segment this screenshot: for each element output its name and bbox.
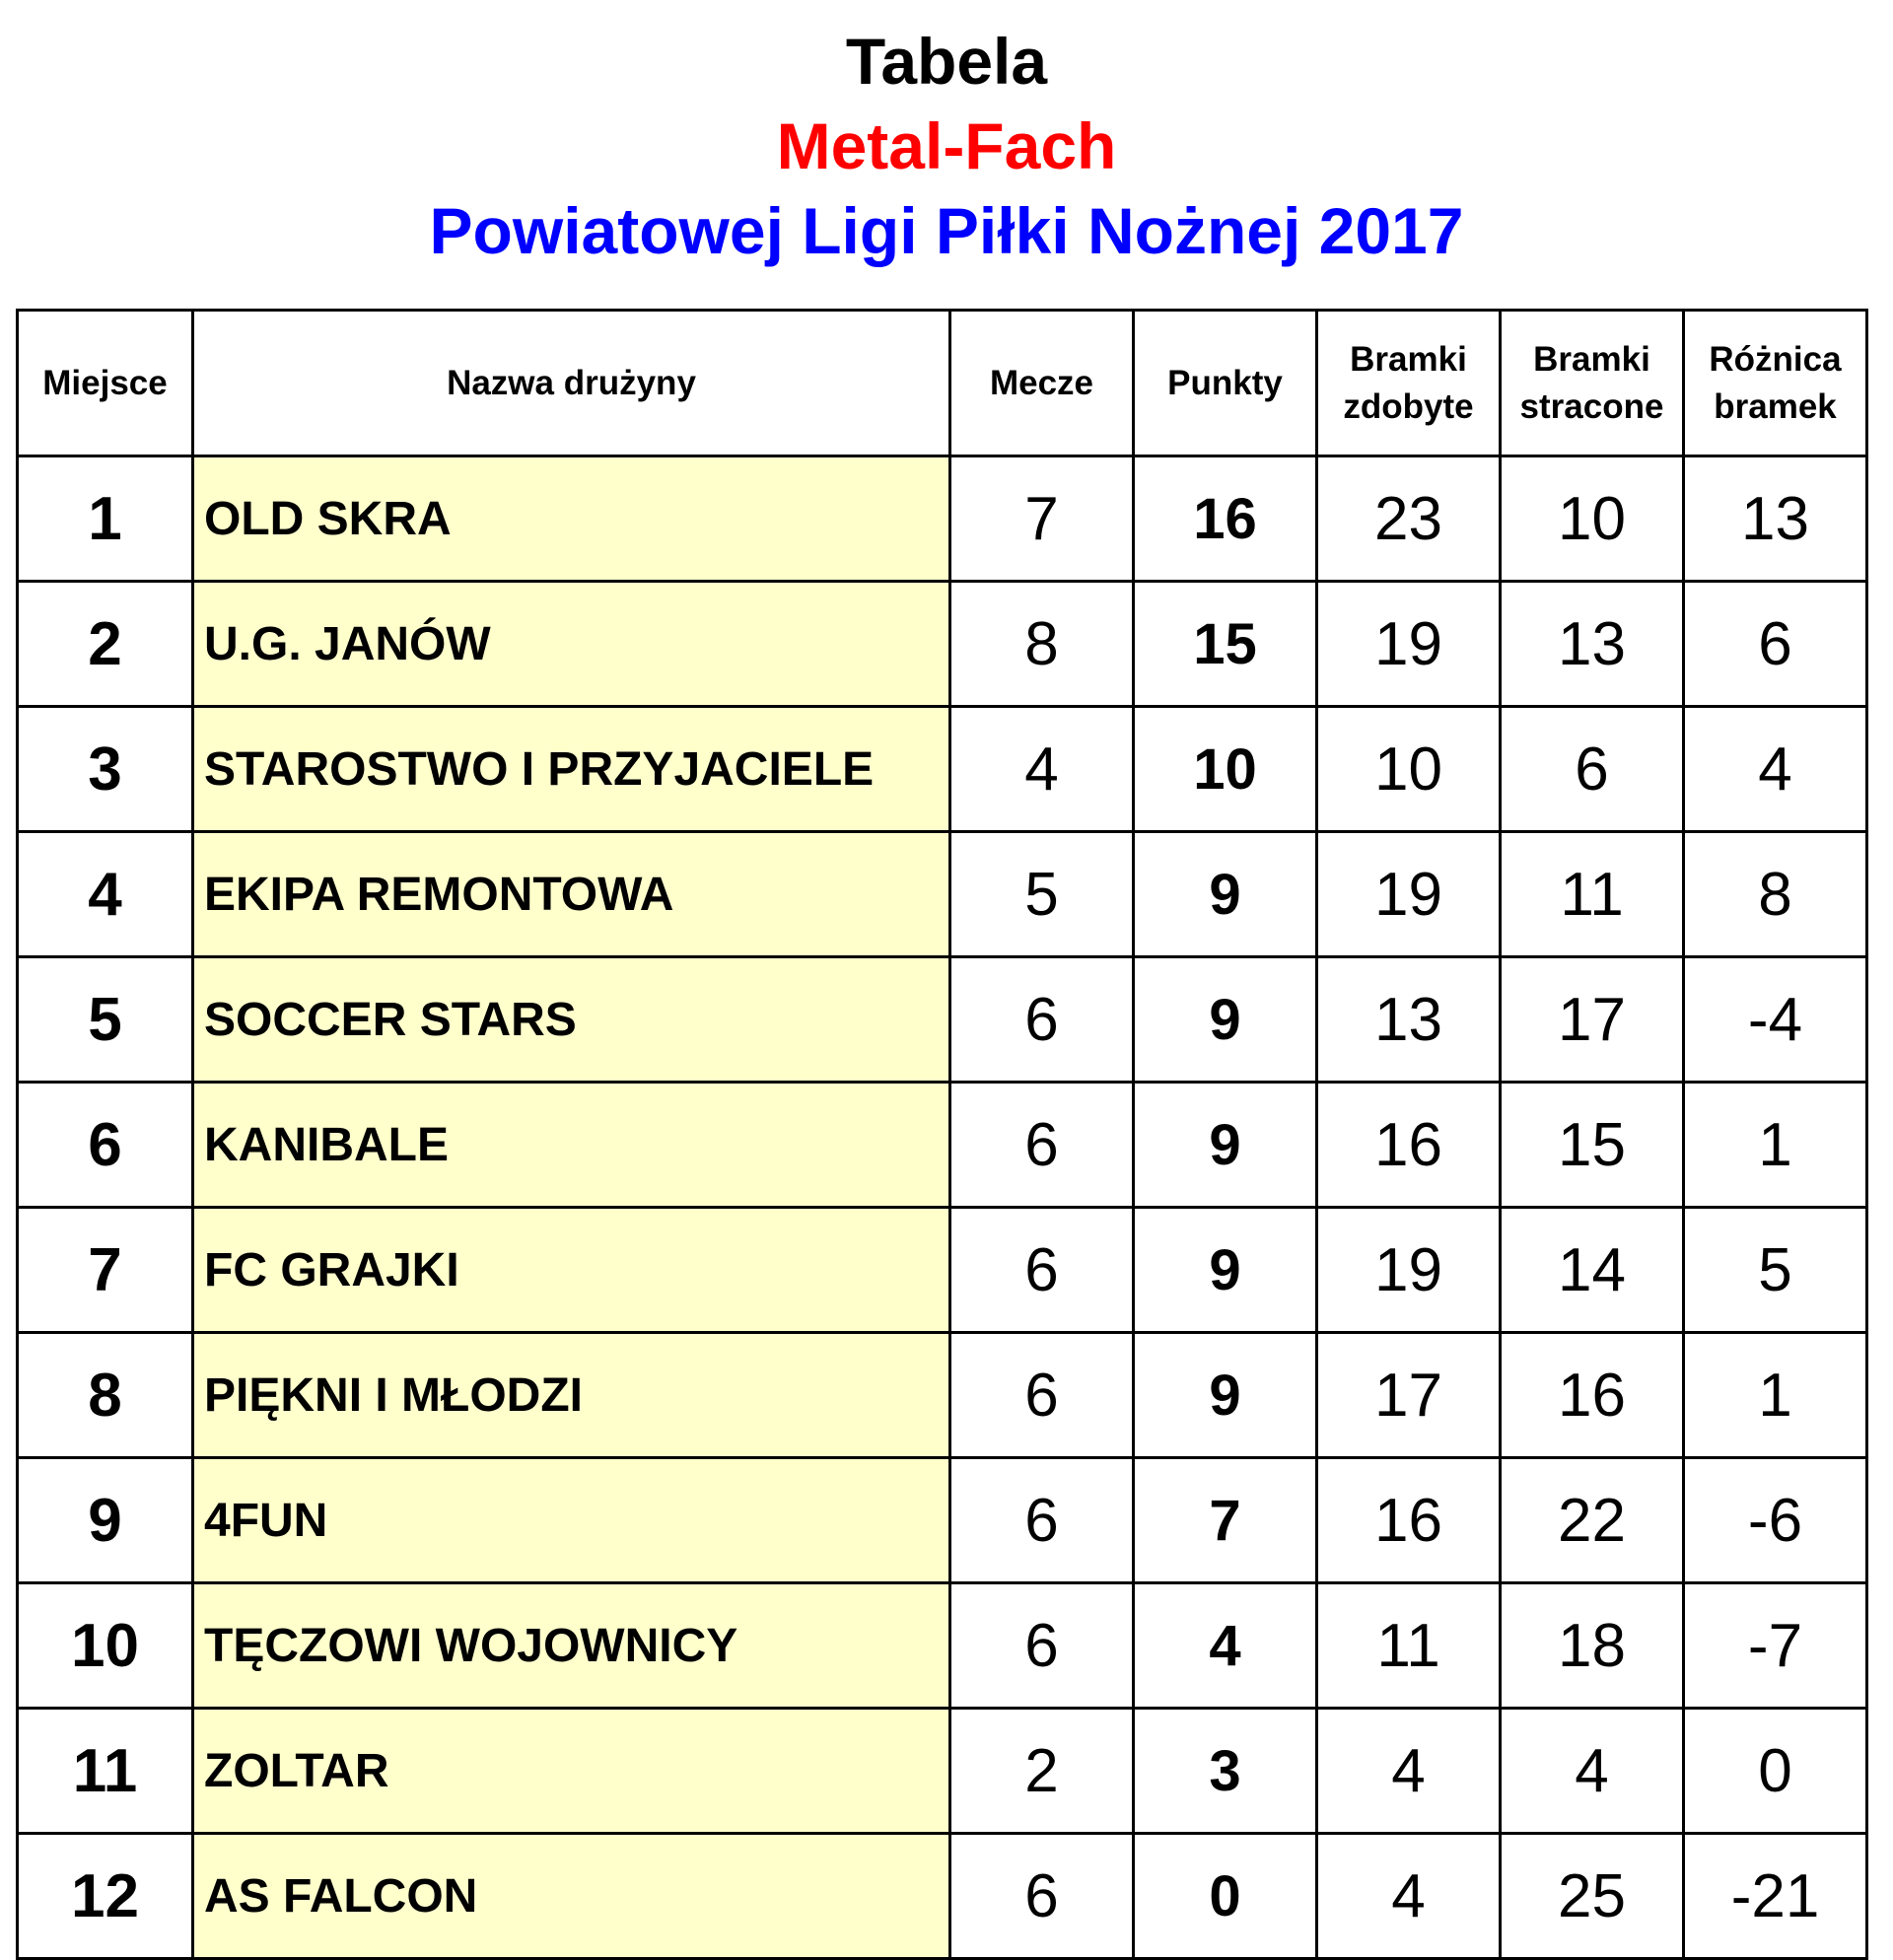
team-name-cell: FC GRAJKI <box>193 1208 950 1333</box>
goal-difference-cell: -6 <box>1684 1458 1867 1583</box>
table-row <box>18 832 1867 957</box>
column-header-matches: Mecze <box>950 311 1134 456</box>
matches-cell: 6 <box>950 1583 1134 1709</box>
place-cell: 6 <box>18 1083 193 1208</box>
goals-scored-cell: 23 <box>1317 456 1501 582</box>
goals-conceded-cell: 22 <box>1501 1458 1684 1583</box>
column-header-goal-difference: Różnica bramek <box>1684 311 1867 456</box>
header-row <box>18 311 1867 456</box>
goal-difference-cell: -7 <box>1684 1583 1867 1709</box>
points-cell: 0 <box>1134 1834 1317 1959</box>
points-cell: 16 <box>1134 456 1317 582</box>
matches-cell: 6 <box>950 1208 1134 1333</box>
goal-difference-cell: 0 <box>1684 1709 1867 1834</box>
place-cell: 9 <box>18 1458 193 1583</box>
goals-scored-cell: 17 <box>1317 1333 1501 1458</box>
table-row <box>18 1083 1867 1208</box>
table-row <box>18 1333 1867 1458</box>
page-title: Tabela <box>845 25 1048 98</box>
goal-difference-cell: 1 <box>1684 1333 1867 1458</box>
goals-conceded-cell: 14 <box>1501 1208 1684 1333</box>
goal-difference-cell: -21 <box>1684 1834 1867 1959</box>
place-cell: 10 <box>18 1583 193 1709</box>
matches-cell: 4 <box>950 707 1134 832</box>
place-cell: 3 <box>18 707 193 832</box>
place-cell: 11 <box>18 1709 193 1834</box>
goal-difference-cell: -4 <box>1684 957 1867 1083</box>
place-cell: 2 <box>18 582 193 707</box>
goals-conceded-cell: 10 <box>1501 456 1684 582</box>
matches-cell: 8 <box>950 582 1134 707</box>
goal-difference-cell: 4 <box>1684 707 1867 832</box>
points-cell: 9 <box>1134 1083 1317 1208</box>
standings-table <box>16 309 1868 1960</box>
place-cell: 5 <box>18 957 193 1083</box>
goals-scored-cell: 13 <box>1317 957 1501 1083</box>
team-name-cell: PIĘKNI I MŁODZI <box>193 1333 950 1458</box>
goals-conceded-cell: 6 <box>1501 707 1684 832</box>
table-row <box>18 1834 1867 1959</box>
goals-conceded-cell: 4 <box>1501 1709 1684 1834</box>
points-cell: 15 <box>1134 582 1317 707</box>
points-cell: 9 <box>1134 1333 1317 1458</box>
table-row <box>18 582 1867 707</box>
column-header-team: Nazwa drużyny <box>193 311 950 456</box>
table-row <box>18 1709 1867 1834</box>
column-header-goals-scored: Bramki zdobyte <box>1317 311 1501 456</box>
matches-cell: 7 <box>950 456 1134 582</box>
team-name-cell: TĘCZOWI WOJOWNICY <box>193 1583 950 1709</box>
table-row <box>18 456 1867 582</box>
points-cell: 10 <box>1134 707 1317 832</box>
goal-difference-cell: 5 <box>1684 1208 1867 1333</box>
goals-conceded-cell: 25 <box>1501 1834 1684 1959</box>
points-cell: 4 <box>1134 1583 1317 1709</box>
goals-scored-cell: 4 <box>1317 1709 1501 1834</box>
goal-difference-cell: 8 <box>1684 832 1867 957</box>
goals-conceded-cell: 13 <box>1501 582 1684 707</box>
column-header-points: Punkty <box>1134 311 1317 456</box>
team-name-cell: ZOLTAR <box>193 1709 950 1834</box>
points-cell: 9 <box>1134 832 1317 957</box>
matches-cell: 5 <box>950 832 1134 957</box>
points-cell: 3 <box>1134 1709 1317 1834</box>
goal-difference-cell: 13 <box>1684 456 1867 582</box>
team-name-cell: U.G. JANÓW <box>193 582 950 707</box>
goals-scored-cell: 11 <box>1317 1583 1501 1709</box>
place-cell: 7 <box>18 1208 193 1333</box>
table-row <box>18 1458 1867 1583</box>
place-cell: 8 <box>18 1333 193 1458</box>
goals-conceded-cell: 15 <box>1501 1083 1684 1208</box>
goals-conceded-cell: 16 <box>1501 1333 1684 1458</box>
points-cell: 9 <box>1134 1208 1317 1333</box>
sponsor-title: Metal-Fach <box>776 109 1117 182</box>
goals-scored-cell: 19 <box>1317 832 1501 957</box>
goals-conceded-cell: 18 <box>1501 1583 1684 1709</box>
table-row <box>18 957 1867 1083</box>
team-name-cell: STAROSTWO I PRZYJACIELE <box>193 707 950 832</box>
goal-difference-cell: 6 <box>1684 582 1867 707</box>
table-row <box>18 1208 1867 1333</box>
matches-cell: 6 <box>950 1458 1134 1583</box>
matches-cell: 6 <box>950 1834 1134 1959</box>
place-cell: 1 <box>18 456 193 582</box>
matches-cell: 6 <box>950 1333 1134 1458</box>
place-cell: 4 <box>18 832 193 957</box>
team-name-cell: SOCCER STARS <box>193 957 950 1083</box>
goals-scored-cell: 4 <box>1317 1834 1501 1959</box>
team-name-cell: KANIBALE <box>193 1083 950 1208</box>
goals-conceded-cell: 17 <box>1501 957 1684 1083</box>
place-cell: 12 <box>18 1834 193 1959</box>
goals-conceded-cell: 11 <box>1501 832 1684 957</box>
column-header-place: Miejsce <box>18 311 193 456</box>
standings-body <box>18 456 1867 1959</box>
table-row <box>18 1583 1867 1709</box>
team-name-cell: OLD SKRA <box>193 456 950 582</box>
goals-scored-cell: 19 <box>1317 1208 1501 1333</box>
points-cell: 7 <box>1134 1458 1317 1583</box>
team-name-cell: 4FUN <box>193 1458 950 1583</box>
points-cell: 9 <box>1134 957 1317 1083</box>
matches-cell: 6 <box>950 957 1134 1083</box>
goals-scored-cell: 16 <box>1317 1458 1501 1583</box>
team-name-cell: EKIPA REMONTOWA <box>193 832 950 957</box>
league-title: Powiatowej Ligi Piłki Nożnej 2017 <box>429 194 1464 267</box>
goals-scored-cell: 16 <box>1317 1083 1501 1208</box>
goals-scored-cell: 10 <box>1317 707 1501 832</box>
matches-cell: 6 <box>950 1083 1134 1208</box>
goals-scored-cell: 19 <box>1317 582 1501 707</box>
goal-difference-cell: 1 <box>1684 1083 1867 1208</box>
team-name-cell: AS FALCON <box>193 1834 950 1959</box>
column-header-goals-conceded: Bramki stracone <box>1501 311 1684 456</box>
table-row <box>18 707 1867 832</box>
matches-cell: 2 <box>950 1709 1134 1834</box>
